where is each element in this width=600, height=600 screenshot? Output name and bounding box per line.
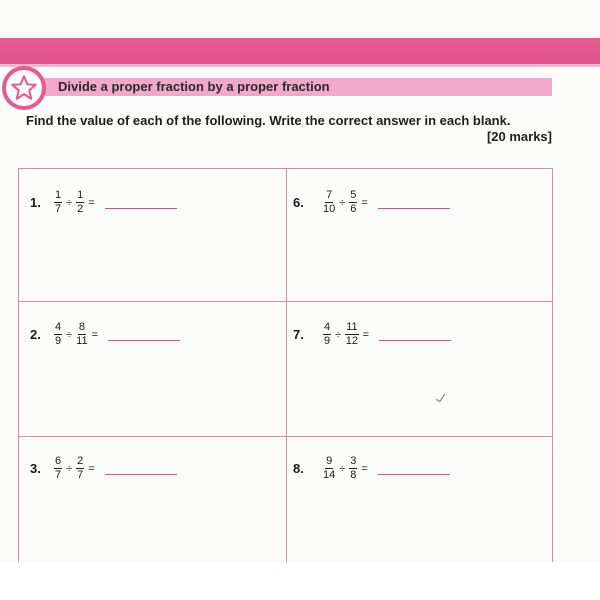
denominator: 10: [323, 203, 336, 215]
denominator: 7: [55, 469, 62, 481]
numerator: 1: [55, 189, 62, 201]
equals-sign: =: [362, 328, 370, 341]
marks-label: [20 marks]: [486, 129, 552, 144]
equals-sign: =: [361, 196, 368, 209]
divide-sign: ÷: [66, 462, 73, 475]
fraction-a: [54, 322, 62, 347]
question-1: [30, 190, 177, 215]
question-number: 8.: [293, 461, 304, 476]
numerator: 7: [326, 189, 333, 201]
equals-sign: =: [361, 462, 368, 475]
star-icon: [10, 74, 38, 102]
numerator: 4: [55, 321, 62, 333]
star-badge-inner: [6, 70, 42, 106]
denominator: 11: [76, 335, 88, 347]
answer-blank[interactable]: [105, 207, 177, 209]
denominator: 2: [77, 203, 84, 215]
fraction-a: [54, 456, 62, 481]
numerator: 4: [324, 321, 331, 333]
fraction-b: [349, 456, 357, 481]
section-title: Divide a proper fraction by a proper fraction: [58, 79, 330, 94]
denominator: 6: [350, 203, 357, 215]
fraction-a: [323, 322, 331, 347]
question-number: 6.: [293, 195, 304, 210]
question-number: 7.: [293, 327, 304, 342]
answer-blank[interactable]: [378, 207, 450, 209]
question-6: [293, 190, 450, 215]
fraction-b: [76, 456, 84, 481]
answer-blank[interactable]: [378, 473, 450, 475]
question-number: 3.: [30, 461, 41, 476]
denominator: 12: [345, 335, 358, 347]
fraction-a: [54, 190, 62, 215]
denominator: 7: [55, 203, 62, 215]
question-8: [293, 456, 450, 481]
numerator: 9: [326, 455, 333, 467]
answer-blank[interactable]: [105, 473, 177, 475]
numerator: 8: [78, 321, 85, 333]
answer-blank[interactable]: [108, 339, 180, 341]
divide-sign: ÷: [66, 328, 73, 341]
equals-sign: =: [91, 328, 99, 341]
denominator: 14: [323, 469, 336, 481]
divide-sign: ÷: [335, 328, 342, 341]
denominator: 7: [77, 469, 84, 481]
question-number: 2.: [30, 327, 41, 342]
numerator: 5: [350, 189, 357, 201]
grid-divider-horizontal: [18, 301, 552, 302]
divide-sign: ÷: [339, 462, 346, 475]
header-band: [0, 38, 600, 64]
header-band-strip: [0, 64, 600, 67]
numerator: 2: [77, 455, 84, 467]
numerator: 1: [77, 189, 84, 201]
fraction-b: [345, 322, 358, 347]
fraction-a: [323, 456, 335, 481]
denominator: 8: [350, 469, 357, 481]
answer-blank[interactable]: [379, 339, 451, 341]
question-2: [30, 322, 180, 347]
equals-sign: =: [88, 462, 95, 475]
question-3: [30, 456, 177, 481]
denominator: 9: [55, 335, 62, 347]
numerator: 11: [346, 321, 358, 333]
fraction-b: [76, 190, 84, 215]
star-badge: [2, 66, 46, 110]
equals-sign: =: [88, 196, 95, 209]
instructions-text: Find the value of each of the following. Write the correct answer in each blank.: [26, 113, 511, 128]
numerator: 6: [55, 455, 62, 467]
divide-sign: ÷: [66, 196, 73, 209]
grid-divider-vertical: [286, 168, 287, 562]
fraction-b: [76, 322, 87, 347]
question-number: 1.: [30, 195, 41, 210]
fraction-a: [323, 190, 335, 215]
grid-divider-horizontal: [18, 436, 552, 437]
fraction-b: [349, 190, 357, 215]
denominator: 9: [324, 335, 331, 347]
numerator: 3: [350, 455, 357, 467]
divide-sign: ÷: [339, 196, 346, 209]
question-7: [293, 322, 451, 347]
